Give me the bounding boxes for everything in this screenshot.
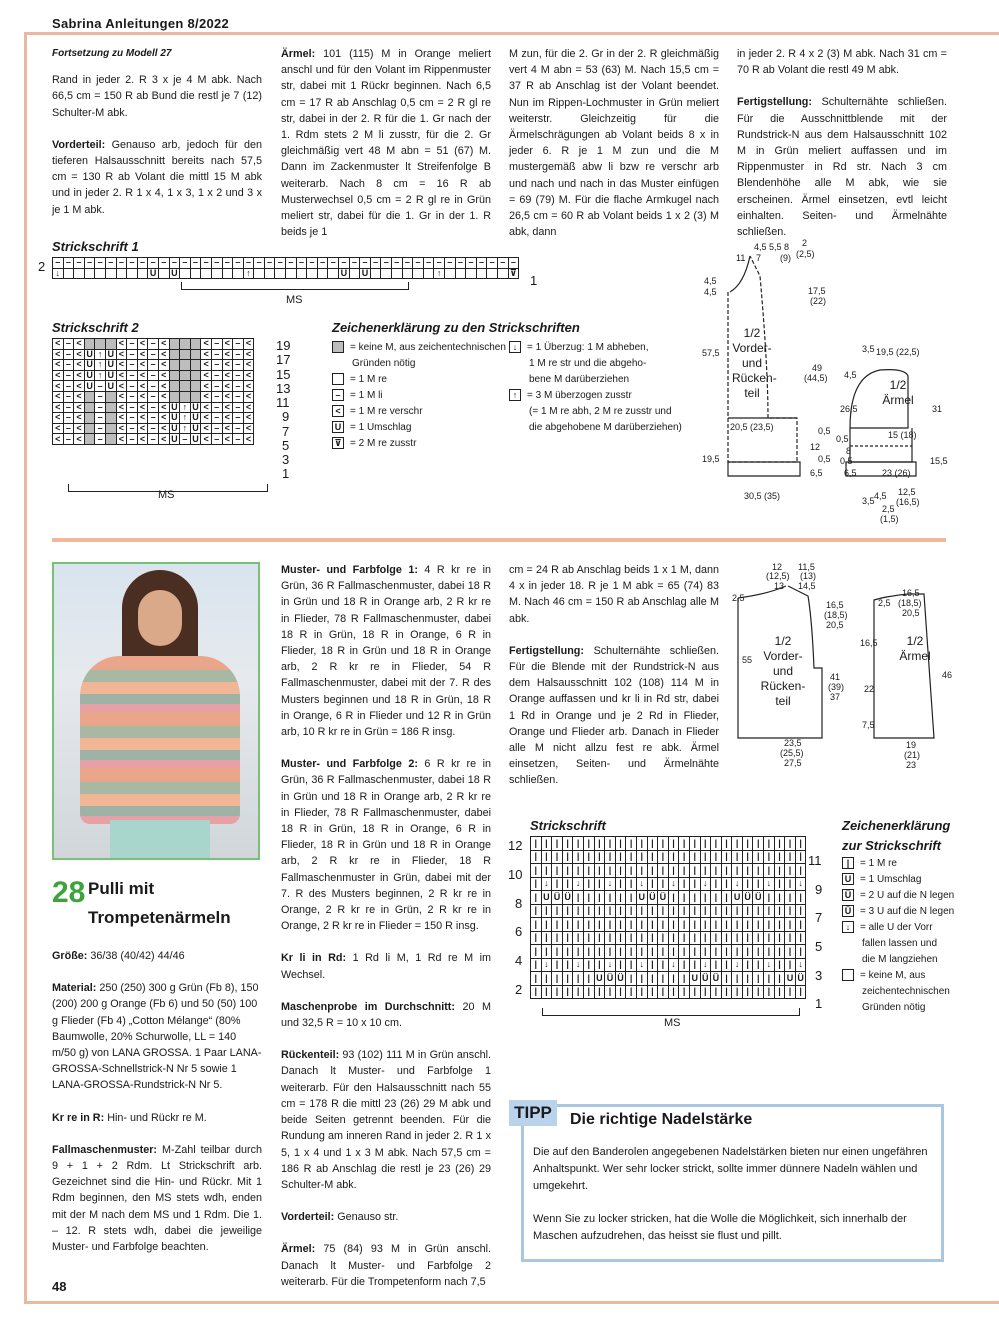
dim: 22 xyxy=(864,684,875,694)
empty-box-icon xyxy=(332,373,344,385)
legend-text: = 1 Umschlag xyxy=(350,422,412,433)
text: 75 (84) 93 M in Grün anschl. Danach lt Muster- und Farbfolge 2 weiterarb. Für die Trompetenform nach 7,5 xyxy=(281,1243,491,1288)
grid-row: | | | | | | | | | | | | | | | | | | | | | | | | | | xyxy=(531,864,806,878)
grid-row: < – < < – < – < < – < – < xyxy=(53,339,254,350)
legend-text: = 3 M überzogen zusstr xyxy=(527,390,632,401)
continuation-title: Fortsetzung zu Modell 27 xyxy=(52,48,172,59)
dim: 27,5 xyxy=(784,758,802,768)
text: Hin- und Rückr re M. xyxy=(104,1111,207,1124)
row-number: 10 xyxy=(508,867,523,882)
model27-vorderteil xyxy=(52,137,262,218)
dim: (13) xyxy=(800,571,817,581)
legend-text: = 2 M re zusstr xyxy=(350,438,417,449)
label: Ärmel: xyxy=(281,48,316,60)
label: Kr re in R: xyxy=(52,1111,105,1124)
dim: 19 xyxy=(906,740,917,750)
model28-fall xyxy=(52,1142,262,1255)
schematic28-sleeve-title: 1/2 Ärmel xyxy=(899,634,931,663)
row-number: 11 xyxy=(276,395,290,410)
gray-box-icon xyxy=(332,341,344,353)
dim: 8 xyxy=(846,446,852,456)
dim: 7,5 xyxy=(862,720,875,730)
dim: 14,5 xyxy=(798,581,816,591)
dim: 11,5 xyxy=(798,562,815,572)
dim: 30,5 (35) xyxy=(744,491,781,501)
model27-text-4: in jeder 2. R 4 x 2 (3) M abk. Nach 31 cm = 70 R ab Volant die restl 49 M abk. xyxy=(737,48,947,77)
legend-item: bene M darüberziehen xyxy=(529,374,630,385)
model27-column-2 xyxy=(281,46,491,256)
row-number: 19 xyxy=(276,338,291,353)
legend28-title-1: Zeichenerklärung xyxy=(842,818,951,833)
dim: 2 xyxy=(802,238,808,248)
dim: (9) xyxy=(780,253,791,263)
row-number: 5 xyxy=(815,939,823,954)
triple-yarn-over-icon: Ṻ xyxy=(842,905,854,917)
row-number: 3 xyxy=(282,452,290,467)
model28-krre xyxy=(52,1110,262,1126)
model27-column-1 xyxy=(52,46,262,234)
model27-column-4 xyxy=(737,46,947,256)
legend-item: die abgehobene M darüberziehen) xyxy=(529,422,682,433)
grid-row: | ↓ | | ↓ | | ↓ | | ↓ | | ↓ | | ↓ | | ↓ | | ↓ | | ↓ xyxy=(531,958,806,972)
legend-text: = 1 M re verschr xyxy=(350,406,423,417)
dim: 19,5 (22,5) xyxy=(876,347,920,357)
down-arrow-icon: ↓ xyxy=(509,341,521,353)
photo-pants xyxy=(110,820,210,860)
dim: 3,5 xyxy=(862,344,875,354)
grid-row: – – – – – – – – – – – – – – – – – – – – – – – – – – – – – – – – – – – – – – – – – – – – xyxy=(53,258,519,269)
model28-ruecken xyxy=(281,1047,491,1193)
dim: 19,5 xyxy=(702,454,720,464)
text: 1 Rd li M, 1 Rd re M im Wechsel. xyxy=(281,952,491,981)
legend-item xyxy=(842,968,962,984)
label: Kr li in Rd: xyxy=(281,952,347,965)
legend-item xyxy=(332,436,512,452)
dim: 6,5 xyxy=(844,468,857,478)
legend-item: (= 1 M re abh, 2 M re zusstr und xyxy=(529,406,672,417)
dim: 4,5 xyxy=(874,491,887,501)
grid-row: ↓ U U ↑ U U ↑ ⊽ xyxy=(53,268,519,279)
tip-title: Die richtige Nadelstärke xyxy=(570,1111,753,1128)
strickschrift28-grid xyxy=(530,836,806,999)
legend28-title-2: zur Strickschrift xyxy=(842,838,941,853)
model28-mf1 xyxy=(281,562,491,740)
dim: 12 xyxy=(810,442,821,452)
dim: 6,5 xyxy=(810,468,823,478)
model28-krli xyxy=(281,950,491,982)
grid-row: < – < – < – < – < < – < – < xyxy=(53,391,254,402)
model28-column-3 xyxy=(509,562,719,805)
grid-row: | | | | | | | | | | | | | | | | | | | | | | | | | | xyxy=(531,837,806,851)
photo-sweater xyxy=(80,656,240,824)
row-number: 2 xyxy=(515,982,523,997)
strickschrift2-title: Strickschrift 2 xyxy=(52,320,139,335)
row-number: 1 xyxy=(815,996,823,1011)
row-number: 15 xyxy=(276,367,291,382)
model28-aermel xyxy=(281,1241,491,1290)
section-separator xyxy=(52,538,946,542)
row-number: 9 xyxy=(815,882,823,897)
strickschrift1-ms-bracket xyxy=(181,282,409,290)
row-number: 9 xyxy=(282,409,290,424)
strickschrift1-row-2: 2 xyxy=(38,259,46,274)
label: Größe: xyxy=(52,950,88,962)
legend1-left xyxy=(332,340,512,452)
tip-text xyxy=(533,1144,937,1261)
model28-probe xyxy=(281,999,491,1031)
model28-material xyxy=(52,980,262,1093)
dim: 0,5 xyxy=(818,426,831,436)
strickschrift1-ms-label: MS xyxy=(286,294,303,306)
row-number: 5 xyxy=(282,438,290,453)
legend-item: fallen lassen und xyxy=(862,938,938,949)
dim: (39) xyxy=(828,682,845,692)
legend-text: = keine M, aus zeichentechnischen xyxy=(350,342,506,353)
text: Genauso str. xyxy=(334,1211,399,1224)
yarn-over-icon: U xyxy=(332,421,344,433)
text: Schulternähte schließen. Für die Ausschnittblende mit der Rundstrick-N aus dem Halsausschnitt 102 M in Grün meliert auffassen und im Rippenmuster in Rd str. Nach 3 cm Blendenhöhe alle M abk, wie sie erscheinen. Ärmel einsetzen, evtl leicht einhalten. Seiten- und Ärmelnähte schließen. xyxy=(737,96,947,239)
strickschrift28-ms-label: MS xyxy=(664,1017,681,1029)
dim: 12 xyxy=(772,562,783,572)
dim: (44,5) xyxy=(804,373,828,383)
dim: 4,5 xyxy=(704,287,717,297)
text: Genauso arb, jedoch für den tieferen Halsausschnitt bereits nach 57,5 cm = 130 R ab Volant die mittl 15 M abk und in jeder 2. R 1 x 4, 1 x 3, 1 x 2 und 3 x je 1 M abk. xyxy=(52,138,262,216)
legend-item xyxy=(842,856,962,872)
legend1-right xyxy=(509,340,689,436)
row-number: 8 xyxy=(515,896,523,911)
row-number: 6 xyxy=(515,924,523,939)
grid-row: | ↓ | | ↓ | | ↓ | | ↓ | | ↓ | | ↓ | | ↓ | | ↓ | | ↓ xyxy=(531,877,806,891)
label: Vorderteil: xyxy=(52,138,106,151)
label: Material: xyxy=(52,982,97,995)
label: Muster- und Farbfolge 2: xyxy=(281,758,418,771)
model28-mf2 xyxy=(281,756,491,934)
grid-row: < – < – < – < – < U ↑ U < – < – < xyxy=(53,423,254,434)
row-number: 4 xyxy=(515,953,523,968)
row-number: 11 xyxy=(808,853,822,868)
dim: 15 (18) xyxy=(888,430,917,440)
dim: 31 xyxy=(932,404,943,414)
label: Fertigstellung: xyxy=(737,96,812,109)
legend-item: 1 M re str und die abgeho- xyxy=(529,358,647,369)
dim: (22) xyxy=(810,296,827,306)
dim: 4,5 xyxy=(704,276,717,286)
dim: 23 (26) xyxy=(882,468,911,478)
model28-text-3: cm = 24 R ab Anschlag beids 1 x 1 M, dann 4 x in jeder 18. R je 1 M abk = 65 (74) 83 M. Nach 46 cm = 150 R ab Anschlag alle M abk. xyxy=(509,564,719,625)
row-number: 7 xyxy=(815,910,823,925)
strickschrift1-row-1: 1 xyxy=(530,273,538,288)
text: 250 (250) 300 g Grün (Fb 8), 150 (200) 200 g Orange (Fb 6) und 50 (50) 100 g Flieder (Fb 4) „Cotton Mélange“ (80% Baumwolle, 20% Schurwolle, LL = 140 m/50 g) von LANA GROSSA. 1 Paar LANA-GROSSA-Schnellstrick-N Nr 5 sowie 1 LANA-GROSSA-Rundstrick-N Nr 5. xyxy=(52,982,262,1092)
schematic27-sleeve-title: 1/2 Ärmel xyxy=(882,378,914,407)
legend28 xyxy=(842,856,962,1016)
legend-text: = 1 Umschlag xyxy=(860,874,922,885)
schematic28-body-title: 1/2 Vorder- und Rücken- teil xyxy=(760,634,806,708)
dim: (1,5) xyxy=(880,514,899,524)
empty-box-icon xyxy=(842,969,854,981)
legend-item: Gründen nötig xyxy=(352,358,416,369)
dim: 12,5 xyxy=(898,487,916,497)
dim: 57,5 xyxy=(702,348,720,358)
double-yarn-over-icon: Ü xyxy=(842,889,854,901)
dim: 17,5 xyxy=(808,286,826,296)
grid-row: < – < U ↑ U < – < – < < – < – < xyxy=(53,370,254,381)
text: 6 R kr re in Grün, 36 R Fallmaschenmuster, dabei 18 R in Grün und 18 R in Orange arb, 2 R kr re in Flieder, 78 R Fallmaschenmuster, dabei 18 R in Grün, 18 R in Orange, 6 R in Flieder, 18 R in Grün und 18 R in Orange arb, 2 R kr re in Flieder, 18 R Fallmaschenmuster in Grün, dabei mit der 7. R des Musters beginnen, 2 R kr re in Orange, 2 R kr re in Grün, 2 R kr re in Orange, 2 R kr re in Flieder = 150 R insg. xyxy=(281,758,491,933)
model28-vorder xyxy=(281,1209,491,1225)
legend-item xyxy=(509,388,689,404)
twisted-knit-icon: < xyxy=(332,405,344,417)
dim: 3,5 xyxy=(862,496,875,506)
k2tog-icon: ⊽ xyxy=(332,437,344,449)
legend-item xyxy=(332,404,512,420)
legend1-title: Zeichenerklärung zu den Strickschriften xyxy=(332,320,580,335)
grid-row: | | | | | | | | | | | | | | | | | | | | | | | | | | xyxy=(531,904,806,918)
legend-text: = alle U der Vorr xyxy=(860,922,933,933)
grid-row: < – < – < – < – < U ↑ U < – < – < xyxy=(53,413,254,424)
grid-row: < – < U – U < – < – < < – < – < xyxy=(53,381,254,392)
model28-photo xyxy=(52,562,260,860)
page-number: 48 xyxy=(52,1279,67,1294)
dim: 13 xyxy=(774,581,785,591)
label: Fallmaschenmuster: xyxy=(52,1143,158,1156)
model27-fertig xyxy=(737,94,947,240)
dim: 23 xyxy=(906,760,917,770)
dim: 37 xyxy=(830,692,841,702)
dim: 46 xyxy=(942,670,953,680)
dim: 20,5 (23,5) xyxy=(730,422,774,432)
model28-number: 28 xyxy=(52,876,86,909)
label: Rückenteil: xyxy=(281,1049,340,1062)
dim: (2,5) xyxy=(796,249,815,259)
page-frame-bottom xyxy=(24,1301,999,1304)
legend-text: = 2 U auf die N legen xyxy=(860,890,955,901)
dim: 7 xyxy=(756,253,762,263)
dim: 49 xyxy=(812,363,823,373)
row-number: 7 xyxy=(282,424,290,439)
strickschrift2-grid xyxy=(52,338,254,445)
schematic28 xyxy=(728,560,958,770)
dim: 16,5 xyxy=(860,638,878,648)
label: Ärmel: xyxy=(281,1243,316,1256)
legend-item: zeichentechnischen xyxy=(862,986,950,997)
grid-row: | | | | | | U Ü Ü | | | | | | U Ü Ü | | | | | | U Ü xyxy=(531,972,806,986)
legend-text: = 1 Überzug: 1 M abheben, xyxy=(527,342,649,353)
model27-aermel xyxy=(281,46,491,240)
strickschrift2-ms-label: MS xyxy=(158,489,175,501)
model28-groesse xyxy=(52,948,262,964)
model28-fertig xyxy=(509,643,719,789)
row-number: 13 xyxy=(276,381,291,396)
text: 4 R kr re in Grün, 36 R Fallmaschenmuster, dabei 18 R in Grün und 18 R in Orange arb, 2 R kr re in Flieder, 78 R Fallmaschenmuster, dabei 18 R in Grün, 18 R in Orange, 6 R in Flieder, 18 R in Grün und 18 R in Orange arb, 2 R kr re in Flieder, 54 R Fallmaschenmuster, dabei mit der 7. R des Musters beginnen und 18 R in Grün, 18 R in Orange, 6 R in Flieder und 12 R in Grün arb, 10 R kr re in Grün = 186 R insg. xyxy=(281,564,491,739)
dim: 55 xyxy=(742,655,753,665)
dim: 23,5 xyxy=(784,738,802,748)
drop-stitch-icon: ↓ xyxy=(842,921,854,933)
dim: 15,5 xyxy=(930,456,948,466)
label: Maschenprobe im Durchschnitt: xyxy=(281,1000,455,1013)
schematic27-body-title: 1/2 Vorder- und Rücken- teil xyxy=(732,326,777,400)
legend-item xyxy=(842,888,962,904)
dim: 26,5 xyxy=(840,404,858,414)
legend-item xyxy=(332,340,512,356)
row-number: 1 xyxy=(282,466,290,481)
model27-text-1: Rand in jeder 2. R 3 x je 4 M abk. Nach 66,5 cm = 150 R ab Bund die restl je 7 (12) Schulter-M abk. xyxy=(52,74,262,119)
dim: 0,5 xyxy=(818,454,831,464)
dim: (25,5) xyxy=(780,748,804,758)
legend-item xyxy=(842,872,962,888)
dim: 4,5 5,5 xyxy=(754,242,782,252)
grid-row: | | | | | | | | | | | | | | | | | | | | | | | | | | xyxy=(531,945,806,959)
dim: (18,5) xyxy=(824,610,848,620)
label: Muster- und Farbfolge 1: xyxy=(281,564,418,576)
dim: (21) xyxy=(904,750,921,760)
dim: 20,5 xyxy=(902,608,920,618)
model27-text-3: M zun, für die 2. Gr in der 2. R gleichmäßig vert 4 M abn = 53 (63) M. Nach 15,5 cm = 37 R ab Anschlag ist der Volant beendet. Nun im Rippen-Lochmuster in Grün meliert weiterstr. Gleichzeitig für die Ärmelschrägungen ab Volant beids 8 x in jeder 6. R je 1 M zun und die M mustergemäß abw li bzw re verschr arb und nach und nach in das Muster einfügen = 69 (79) M. Für die flache Armkugel nach 26,5 cm = 60 R ab Volant beids 1 x 2 (3) M abk, dann xyxy=(509,48,719,239)
dim: 20,5 xyxy=(826,620,844,630)
grid-row: | | | | | | | | | | | | | | | | | | | | | | | | | | xyxy=(531,918,806,932)
label: Fertigstellung: xyxy=(509,644,584,657)
legend-text: = 1 M re xyxy=(350,374,387,385)
up-arrow-icon: ↑ xyxy=(509,389,521,401)
legend-item xyxy=(842,904,962,920)
dim: 16,5 xyxy=(902,588,920,598)
dim: 2,5 xyxy=(732,593,745,603)
legend-text: = 1 M li xyxy=(350,390,383,401)
strickschrift1-grid xyxy=(52,257,519,279)
model28-name-line-1: Pulli mit xyxy=(88,879,155,898)
legend-item xyxy=(332,372,512,388)
model28-name-line-2: Trompetenärmeln xyxy=(88,908,231,927)
strickschrift1-title: Strickschrift 1 xyxy=(52,239,139,254)
page-frame-left xyxy=(24,32,27,1304)
tip-paragraph-2: Wenn Sie zu locker stricken, hat die Wolle die Möglichkeit, sich innerhalb der Maschen aufzudrehen, das heisst sie flust und pillt. xyxy=(533,1213,907,1242)
text: 20 M und 32,5 R = 10 x 10 cm. xyxy=(281,1000,491,1030)
label: Vorderteil: xyxy=(281,1211,335,1224)
strickschrift28-title: Strickschrift xyxy=(530,818,606,833)
model28-column-1 xyxy=(52,948,262,1271)
legend-item xyxy=(509,340,689,356)
dim: 0,5 xyxy=(840,456,853,466)
legend-item: die M langziehen xyxy=(862,954,938,965)
grid-row: < – < – < – < – < U ↑ U < – < – < xyxy=(53,402,254,413)
grid-row: < – < – < – < – < U – U < – < – < xyxy=(53,434,254,445)
tip-paragraph-1: Die auf den Banderolen angegebenen Nadelstärken bieten nur einen ungefähren Anhaltspunkt. Wer sehr locker strickt, sollte immer dünnere Nadeln wählen und umgekehrt. xyxy=(533,1146,928,1192)
dim: (12,5) xyxy=(766,571,790,581)
row-number: 12 xyxy=(508,838,523,853)
dim: 11 xyxy=(736,253,746,263)
legend-item xyxy=(332,420,512,436)
model27-column-3 xyxy=(509,46,719,256)
legend-text: = keine M, aus xyxy=(860,970,926,981)
row-number: 3 xyxy=(815,968,823,983)
legend-item xyxy=(842,920,962,936)
dim: (16,5) xyxy=(896,497,920,507)
legend-text: = 3 U auf die N legen xyxy=(860,906,955,917)
legend-text: = 1 M re xyxy=(860,858,897,869)
legend-item xyxy=(332,388,512,404)
dim: (18,5) xyxy=(898,598,922,608)
grid-row: | | | | | | | | | | | | | | | | | | | | | | | | | | xyxy=(531,985,806,999)
photo-face xyxy=(138,590,182,646)
dim: 8 xyxy=(784,242,790,252)
purl-icon: – xyxy=(332,389,344,401)
dim: 41 xyxy=(830,672,841,682)
tip-badge: TIPP xyxy=(509,1100,557,1126)
text: Schulternähte schließen. Für die Blende mit der Rundstrick-N aus dem Halsausschnitt 102 (108) 114 M in Orange auffassen und kr li in Rd str, dabei 1 Rd in Orange und je 2 Rd in Flieder, Orange und Flieder arb. Danach in Flieder alle M nicht allzu fest re abk. Ärmel einsetzen, Seiten- und Ärmelnähte schließen. xyxy=(509,644,719,787)
text: 93 (102) 111 M in Grün anschl. Danach lt Muster- und Farbfolge 1 weiterarb. Für den Halsausschnitt nach 55 cm = 178 R die mittl 23 (26) 29 M abk und beide Seiten getrennt beenden. Für die Rundung am inneren Rand in jeder 2. R 1 x 5, 1 x 4 und 1 x 3 M abk. Nach 57,5 cm = 186 R ab Anschlag die restl je 23 (26) 29 Schulter-M abk. xyxy=(281,1049,491,1191)
grid-row: | U Ü Ü | | | | | | U Ü Ü | | | | | | U Ü Ü | | | | xyxy=(531,891,806,905)
grid-row: | | | | | | | | | | | | | | | | | | | | | | | | | | xyxy=(531,931,806,945)
text: 36/38 (40/42) 44/46 xyxy=(87,950,185,962)
grid-row: < – < U ↑ U < – < – < < – < – < xyxy=(53,360,254,371)
dim: 16,5 xyxy=(826,600,844,610)
grid-row: < – < U ↑ U < – < – < < – < – < xyxy=(53,349,254,360)
model28-name xyxy=(88,874,231,932)
dim: 4,5 xyxy=(844,370,857,380)
text: 101 (115) M in Orange meliert anschl und für den Volant im Rippenmuster str, dabei mit 1 Rückr beginnen. Nach 6,5 cm = 17 R ab Anschlag 0,5 cm = 2 R gl re str, dabei in der 2. R für die 1. Gr nach der 1. Rdm stets 2 M li zusstr, für die 2. Gr gleichmäßig vert 48 M abn = 51 (67) M. Dann im Zackenmuster lt Streifenfolge B weiterarb. Nach 8 cm = 16 R ab Musterwechsel 0,5 cm = 2 R gl re in Grün meliert str, dabei für die 1. Gr in der 1. R beids je 1 xyxy=(281,48,491,239)
text: M-Zahl teilbar durch 9 + 1 + 2 Rdm. Lt Strickschrift arb. Gezeichnet sind die Hin- und Rückr. Mit 1 Rdm beginnen, den MS stets wdh, enden mit der M nach dem MS und 1 Rdm. Die 1. – 12. R stets wdh, dabei die jeweilige Muster- und Farbfolge beachten. xyxy=(52,1143,262,1254)
model28-column-2 xyxy=(281,562,491,1306)
legend-item: Gründen nötig xyxy=(862,1002,926,1013)
magazine-header: Sabrina Anleitungen 8/2022 xyxy=(52,16,230,31)
row-number: 17 xyxy=(276,352,291,367)
yarn-over-icon: U xyxy=(842,873,854,885)
dim: 0,5 xyxy=(836,434,849,444)
grid-row: | | | | | | | | | | | | | | | | | | | | | | | | | | xyxy=(531,850,806,864)
knit-icon: | xyxy=(842,857,854,869)
dim: 2,5 xyxy=(878,598,891,608)
schematic27 xyxy=(700,236,950,526)
dim: 2,5 xyxy=(882,504,895,514)
